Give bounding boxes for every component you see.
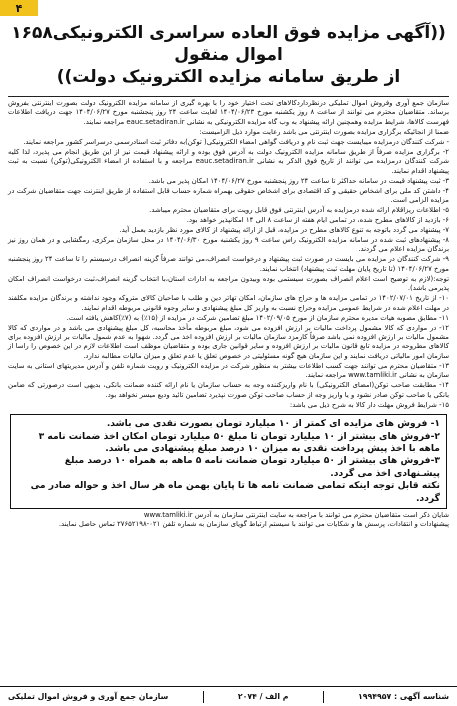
- condition-item: ۷- پیشنهاد می گردد باتوجه به تنوع کالاهای مطرح در مزایده، قبل از ارائه پیشنهاد از کالای مورد نظر بازدید بعمل آید.: [119, 226, 449, 235]
- ad-body: [0, 99, 457, 410]
- condition-note: توجه:(لازم به توضیح است اعلام انصراف بصورت سیستمی بوده وبیدون مراجعه به ادارات استان،با انتخاب گزینه انصراف،ثبت درخواست انصراف امکان پذیرمی باشد).: [8, 274, 449, 293]
- term-item: ۲-فروش های بیشتر از ۱۰ میلیارد تومان تا مبلغ ۵۰ میلیارد تومان امکان اخذ ضمانت نامه ۳ ماهه با اخذ پیش پرداخت نقدی به میزان ۱۰ درصد مبلغ پیشنهادی می باشد.: [38, 430, 440, 454]
- condition-item: ۱۱- مطابق مصوبه هیات مدیره محترم سازمان از مورخ ۱۴۰۲/۰۹/۰۵ مبلغ تضامین شرکت در مزایده از (۱۵٪) به (۷٪)کاهش یافته است.: [66, 313, 449, 322]
- ad-code: م الف / ۲۰۷۴: [237, 692, 289, 701]
- condition-item: ۱۰- از تاریخ ۱۴۰۲/۰۷/۰۱ در تمامی مزایده ها و حراج های سازمان، امکان تهاتر دین و طلب با صاحبان کالای متروکه وجود نداشته و برندگان مزایده مکلفند در مهلت اعلام شده در شرایط عمومی مزایده وحراج نسبت به واریز کل مبلغ پیشنهادی و سایر وجوه قانونی مربوطه اقدام نمایند.: [8, 294, 450, 312]
- condition-item: ۸- پیشنهادهای ثبت شده در سامانه مزایده الکترونیک راس ساعت ۹ روز یکشنبه مورخ ۱۴۰۴/۰۶/۳۰ در محل سازمان مرکزی، رمگشایی و در همان روز نیز برندگان مزایده اعلام می گردند.: [8, 236, 449, 254]
- footer-separator: [203, 691, 204, 703]
- term-note: نکته قابل توجه اینکه تمامی ضمانت نامه ها تا پایان بهمن ماه هر سال اخذ و حواله صادر می گردد.: [30, 480, 440, 504]
- condition-item: ۶- بازدید از کالاهای مطرح شده، در تمامی ایام هفته از ساعت ۸ الی ۱۴ امکانپذیر خواهد بود.: [186, 216, 449, 225]
- page-number-tab: ۴: [0, 0, 38, 16]
- conditions-heading: ضمنا از انجائیکه برگزاری مزایده بصورت اینترنتی می باشد رعایت موارد ذیل الزامیست:: [199, 127, 449, 136]
- condition-item: ۱۴- مطابقت صاحب توکن(امضای الکترونیکی) با نام واریزکننده وجه به حساب سازمان یا نام ارائه کننده ضمانت بانکی، بدیهی است درصورتی که ضامن بانکی یا صاحب توکن صادر نشود و یا واریز وجه از حساب صاحب توکن صورت نپذیرد تضامین تائید ودیع میسر نخواهد بود.: [8, 381, 449, 399]
- condition-item: ۱۲- در مواردی که کالا مشمول پرداخت مالیات بر ارزش افزوده می شود، مبلغ مربوطه مأخذ محاسبه، کل مبلغ پیشنهادی می باشد و در مواردی که کالا مشمول مالیات بر ارزش افزوده نمی باشد صرفاً کارمزد سازمان مالیات بر ارزش افزوده اخذ می گردد. شهوا به عدم شمول مالیات بر ارزش افزوده برای کالاهای مطروحه در مزایده تابع قانون مالیات بر ارزش افزوده و سایر قوانین جاری بوده و متقاضیان موظف است اطلاعات لازم در این خصوص را راسا از سازمان امور مالیاتی دریافت نمایند و این سازمان هیچ گونه مسئولیتی در خصوص تعلق یا عدم تعلق و میزان مالیات مطالبه ندارد.: [8, 323, 449, 360]
- term-item: ۱- فروش های مزایده ای کمتر از ۱۰ میلیارد تومان بصورت نقدی می باشد.: [106, 418, 440, 430]
- ad-id: شناسه آگهی : ۱۹۹۴۹۵۷: [358, 692, 449, 701]
- condition-item: ۲- برگزاری مزایده صرفاً از طریق سامانه مزایده الکترونیک دولت به آدرس فوق بوده و ارائه پیشنهاد قیمت نیز از این طریق انجام می پذیرد، لذا کلیه شرکت کنندگان درمزایده می توانند از تاریخ فوق الذکر به نشانی eauc.setadiran.ir مراجعه و با استفاده از امضاء الکترونیکی(توکن) نسبت به ثبت پیشنهاد اقدام نمایند.: [8, 147, 449, 175]
- intro-paragraph: سازمان جمع آوری وفروش اموال تملیکی درنظرداردکالاهای تحت اختیار خود را با بهره گیری از سامانه مزایده الکترونیک دولت بصورت اینترنتی بفروش برساند. متقاضیان محترم می توانند از ساعت ۸ روز یکشنبه مورخ ۱۴۰۴/۰۶/۲۳ لغایت ساعت ۲۴ روز پنجشنبه مورخ ۱۴۰۴/۰۶/۲۷ جهت دریافت اطلاعات فهرست کالاها، شرایط مزایده وهمچنین ارائه پیشنهاد به وب گاه مزایده الکترونیکی به نشانی eauc.setadiran.ir مراجعه نمایند.: [8, 99, 450, 126]
- tail-website-note: شایان ذکر است متقاضیان محترم می توانند با مراجعه به سایت اینترنتی سازمان به آدرس www.tamliki.ir: [143, 510, 449, 519]
- ad-title-line1: ((آگهی مزایده فوق العاده سراسری الکترونیکی۱۶۵۸ اموال منقول: [11, 23, 446, 65]
- ad-header: [0, 0, 457, 92]
- condition-item: ۹- شرکت کنندگان در مزایده می بایست در صورت ثبت پیشنهاد و درخواست انصراف،می توانند صرفاً گزینه انصراف درسیستم را تا ساعت ۲۴ روز پنجشنبه مورخ ۱۴۰۴/۰۶/۲۷ (تا تاریخ پایان مهلت ثبت پیشنهاد) انتخاب نمایند.: [8, 255, 449, 273]
- condition-item: ۱۳- متقاضیان محترم می توانند جهت کسب اطلاعات بیشتر به منظور شرکت در مزایده الکترونیک و رویت شماره تلفن و آدرس مدیریتهای استانی به سایت سازمان به نشانی www.tamliki.ir مراجعه نمایند.: [8, 361, 449, 380]
- ad-footer: [0, 686, 457, 706]
- condition-item: ۵- اطلاعات ریزاقلام ارائه شده درمزایده به آدرس اینترنتی فوق قابل رویت برای متقاضیان محترم میباشد.: [149, 206, 449, 215]
- condition-item: ۱۵- شرایط فروش مهلت دار کالا به شرح ذیل می باشد:: [289, 400, 449, 409]
- tail-phone-note: پیشنهادات و انتقادات، پرسش ها و شکایات می توانند با سیستم ارتباط گویای سازمان به شماره تلفن ۰۲۱-۲۷۶۵۲۱۹۸ تماس حاصل نمایند.: [58, 520, 449, 529]
- tail-notes: [0, 509, 457, 530]
- ad-title-line2: از طریق سامانه مزایده الکترونیک دولت)): [56, 67, 401, 87]
- condition-item: ۳- ثبت پیشنهاد قیمت در سامانه حداکثر تا ساعت ۲۴ روز پنجشنبه مورخ ۱۴۰۴/۰۶/۲۷ امکان پذیر می باشد.: [148, 176, 449, 185]
- organization-name: سازمان جمع آوری و فروش اموال تملیکی: [8, 692, 169, 701]
- condition-item: ۴- داشتن کد ملی برای اشخاص حقیقی و کد اقتصادی برای اشخاص حقوقی بهمراه شماره حساب قابل استفاده از طریق اینترنت جهت متقاضیان شرکت در مزایده الزامی است.: [8, 186, 449, 205]
- term-item: ۳-فروش های بیشتر از ۵۰ میلیارد تومان ضمانت نامه ۵ ماهه به همراه ۱۰ درصد مبلغ پیشـنهادی اخذ می گردد.: [64, 455, 440, 479]
- footer-separator: [323, 691, 324, 703]
- payment-terms-box: [10, 414, 447, 509]
- divider: [8, 96, 449, 97]
- condition-item: - شرکت کنندگان درمزایده میبایست جهت ثبت نام و دریافت گواهی امضاء الکترونیکی( توکن)به دفاتر ثبت اسنادرسمی درسراسر کشور مراجعه نمایند.: [23, 137, 449, 146]
